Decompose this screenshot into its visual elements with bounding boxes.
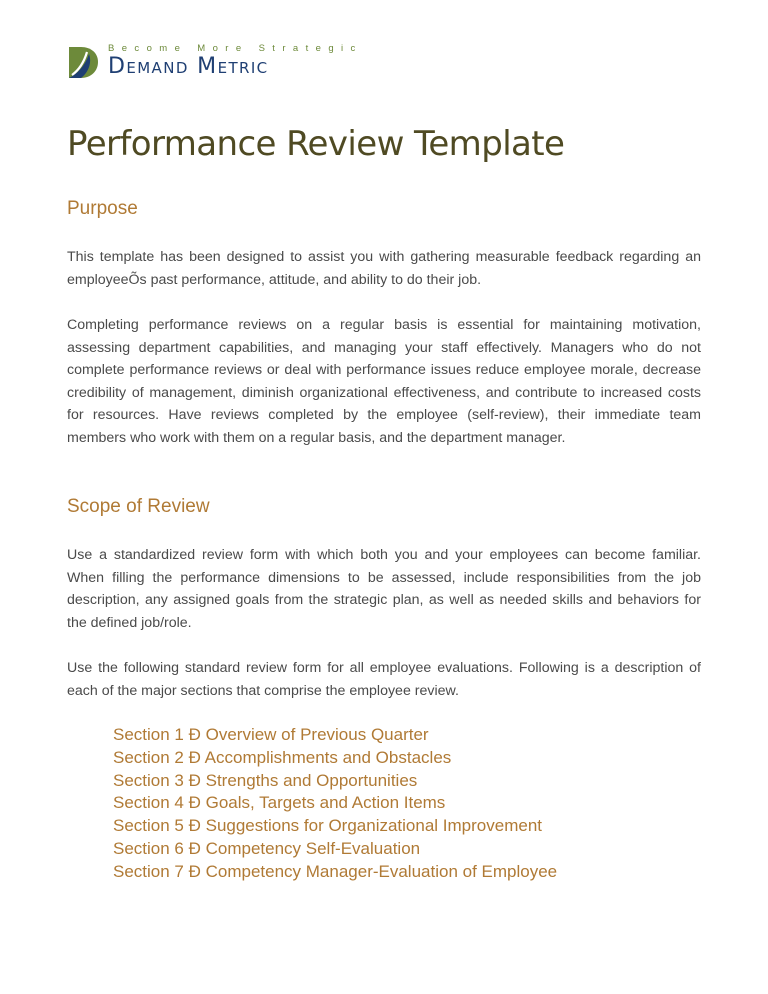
list-item: Section 2 Ð Accomplishments and Obstacles bbox=[113, 747, 452, 767]
list-item: Section 4 Ð Goals, Targets and Action Items bbox=[113, 793, 446, 813]
page-title: Performance Review Template bbox=[67, 124, 565, 164]
list-item: Section 6 Ð Competency Self-Evaluation bbox=[113, 838, 421, 858]
list-item: Section 1 Ð Overview of Previous Quarter bbox=[113, 725, 429, 744]
logo-tagline: Become More Strategic bbox=[108, 43, 363, 54]
company-logo bbox=[67, 42, 367, 82]
purpose-heading: Purpose bbox=[67, 198, 138, 219]
review-sections-list bbox=[113, 724, 557, 884]
demand-metric-swoosh-icon bbox=[67, 44, 101, 80]
scope-heading: Scope of Review bbox=[67, 496, 210, 517]
scope-paragraph-1: Use a standardized review form with which both you and your employees can become familiar. When filling the performance dimensions to be assessed, include responsibilities from the job description, any assigned goals from the strategic plan, as well as needed skills and behaviors for the defined job/role. bbox=[67, 547, 701, 631]
purpose-paragraph-2: Completing performance reviews on a regular basis is essential for maintaining motivation, assessing department capabilities, and managing your staff effectively. Managers who do not complete performance reviews or deal with performance issues reduce employee morale, decrease credibility of management, diminish organizational effectiveness, and contribute to increased costs for resources. Have reviews completed by the employee (self-review), their immediate team members who work with them on a regular basis, and the department manager. bbox=[67, 317, 701, 446]
logo-brand-name: Demand Metric bbox=[108, 54, 269, 79]
purpose-paragraph-1: This template has been designed to assist you with gathering measurable feedback regarding an employeeÕs past performance, attitude, and ability to do their job. bbox=[67, 249, 701, 288]
list-item: Section 5 Ð Suggestions for Organizational Improvement bbox=[113, 816, 543, 836]
list-item: Section 7 Ð Competency Manager-Evaluation of Employee bbox=[113, 861, 558, 881]
list-item: Section 3 Ð Strengths and Opportunities bbox=[113, 770, 418, 790]
scope-paragraph-2: Use the following standard review form for all employee evaluations. Following is a description of each of the major sections that comprise the employee review. bbox=[67, 660, 701, 699]
